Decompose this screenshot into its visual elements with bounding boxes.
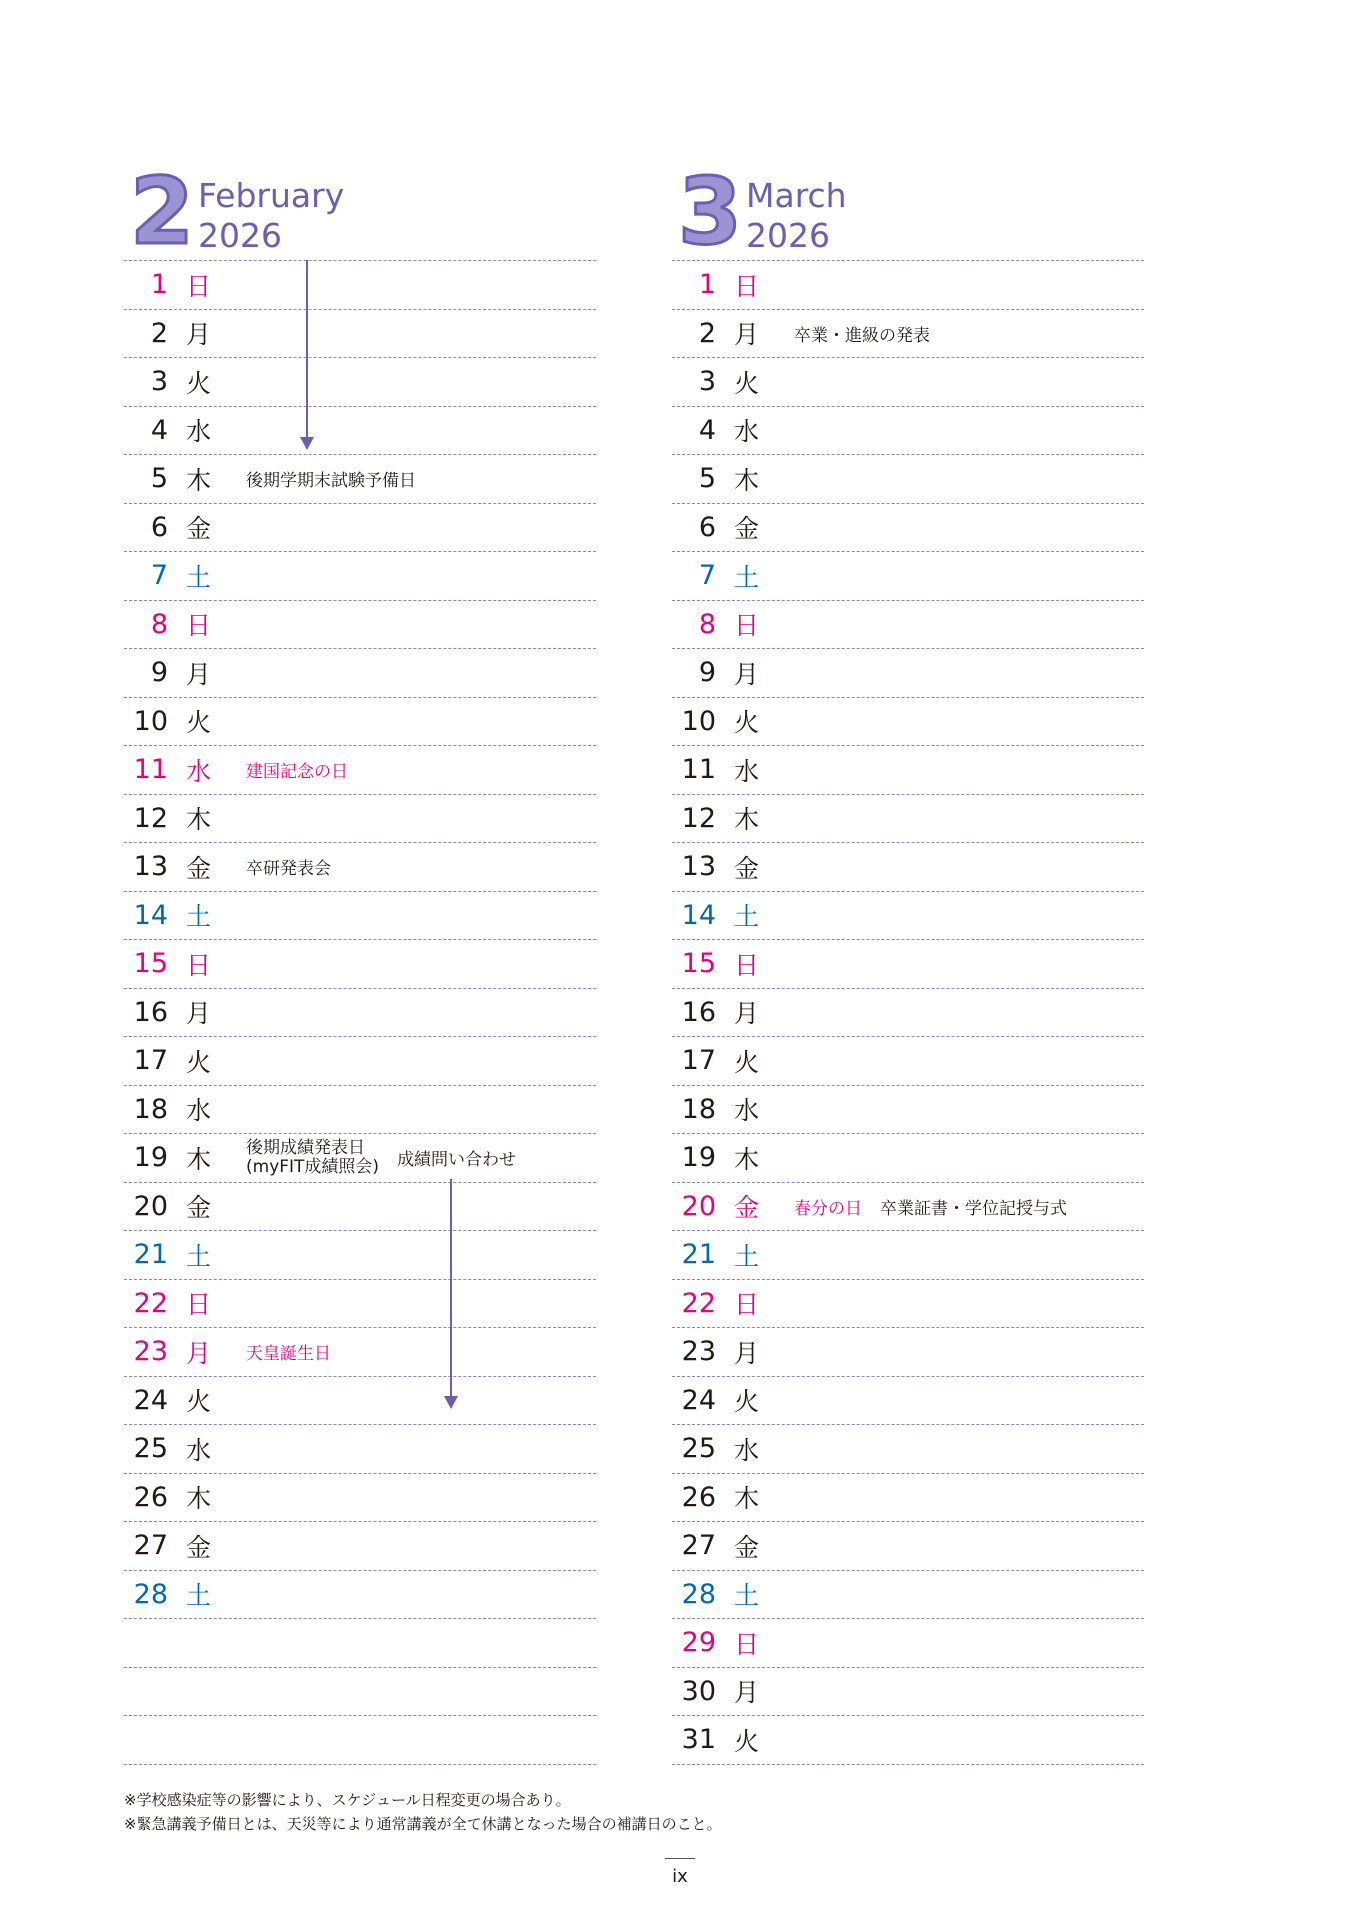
day-number: 17	[133, 1045, 168, 1077]
weekday: 土	[186, 1241, 212, 1271]
footnote: ※学校感染症等の影響により、スケジュール日程変更の場合あり。	[124, 1791, 571, 1809]
weekday: 木	[734, 465, 760, 495]
day-number: 4	[150, 414, 168, 446]
weekday: 水	[734, 417, 760, 447]
day-row	[124, 407, 596, 456]
day-row	[672, 1716, 1144, 1765]
weekday: 火	[186, 1047, 212, 1077]
calendar-march	[672, 158, 1144, 1765]
weekday: 日	[734, 271, 760, 301]
day-number: 7	[698, 560, 716, 592]
day-row	[672, 1134, 1144, 1183]
day-row	[124, 504, 596, 553]
day-row	[124, 1134, 596, 1183]
weekday: 水	[734, 756, 760, 786]
month-year: 2026	[198, 216, 282, 255]
day-row	[672, 892, 1144, 941]
day-number: 1	[698, 269, 716, 301]
weekday: 金	[734, 1532, 760, 1562]
day-row	[124, 1086, 596, 1135]
weekday: 土	[734, 1241, 760, 1271]
weekday: 金	[186, 514, 212, 544]
day-number: 21	[133, 1239, 168, 1271]
day-number: 26	[133, 1481, 168, 1513]
day-row	[124, 746, 596, 795]
weekday: 土	[186, 902, 212, 932]
event-label: 成績問い合わせ	[397, 1150, 517, 1171]
event-label: 卒研発表会	[246, 859, 331, 880]
day-row	[672, 940, 1144, 989]
day-row	[124, 310, 596, 359]
event-label: 卒業・進級の発表	[794, 325, 930, 346]
day-row	[672, 1522, 1144, 1571]
day-row	[124, 940, 596, 989]
day-number: 25	[681, 1433, 716, 1465]
day-number: 18	[681, 1093, 716, 1125]
weekday: 月	[186, 1338, 212, 1368]
day-row	[124, 1474, 596, 1523]
day-number: 10	[681, 705, 716, 737]
event-label: 春分の日	[794, 1198, 862, 1219]
day-number: 12	[681, 802, 716, 834]
month-number: 2	[130, 158, 195, 265]
weekday: 木	[186, 465, 212, 495]
day-number: 5	[150, 463, 168, 495]
weekday: 木	[186, 805, 212, 835]
day-number: 31	[681, 1724, 716, 1756]
day-row	[124, 1328, 596, 1377]
day-number: 19	[681, 1142, 716, 1174]
day-row	[672, 504, 1144, 553]
day-number: 15	[133, 948, 168, 980]
day-number: 2	[150, 317, 168, 349]
weekday: 金	[734, 853, 760, 883]
day-number: 8	[698, 608, 716, 640]
day-number: 3	[150, 366, 168, 398]
weekday: 水	[186, 756, 212, 786]
month-name: March	[746, 176, 847, 215]
day-number: 24	[133, 1384, 168, 1416]
day-number: 6	[150, 511, 168, 543]
event-label: 卒業証書・学位記授与式	[880, 1198, 1067, 1219]
weekday: 金	[734, 514, 760, 544]
day-row	[672, 1183, 1144, 1232]
month-name: February	[198, 176, 345, 215]
day-row	[672, 1086, 1144, 1135]
day-number: 11	[133, 754, 168, 786]
day-number: 28	[133, 1578, 168, 1610]
day-row	[672, 261, 1144, 310]
day-row	[672, 1425, 1144, 1474]
day-number: 5	[698, 463, 716, 495]
day-row	[124, 1280, 596, 1329]
weekday: 土	[734, 1581, 760, 1611]
day-number: 16	[133, 996, 168, 1028]
day-number: 22	[681, 1287, 716, 1319]
day-row	[124, 698, 596, 747]
month-header	[124, 158, 596, 265]
day-number: 24	[681, 1384, 716, 1416]
day-number: 29	[681, 1627, 716, 1659]
day-number: 23	[133, 1336, 168, 1368]
day-row	[672, 843, 1144, 892]
day-number: 30	[681, 1675, 716, 1707]
day-row	[672, 1231, 1144, 1280]
day-row	[672, 552, 1144, 601]
day-row	[124, 1619, 596, 1668]
day-row	[672, 1474, 1144, 1523]
weekday: 水	[734, 1435, 760, 1465]
weekday: 日	[734, 1629, 760, 1659]
day-row	[672, 407, 1144, 456]
weekday: 日	[186, 611, 212, 641]
footnote: ※緊急講義予備日とは、天災等により通常講義が全て休講となった場合の補講日のこと。	[124, 1815, 722, 1833]
weekday: 日	[186, 950, 212, 980]
weekday: 日	[186, 271, 212, 301]
weekday: 金	[186, 1532, 212, 1562]
weekday: 月	[186, 999, 212, 1029]
weekday: 火	[734, 1387, 760, 1417]
weekday: 金	[186, 1193, 212, 1223]
day-row	[124, 649, 596, 698]
day-row	[124, 795, 596, 844]
weekday: 月	[186, 320, 212, 350]
weekday: 水	[186, 417, 212, 447]
day-row	[672, 795, 1144, 844]
weekday: 火	[186, 368, 212, 398]
weekday: 土	[734, 902, 760, 932]
day-row	[672, 1280, 1144, 1329]
weekday: 日	[734, 1290, 760, 1320]
weekday: 水	[734, 1096, 760, 1126]
day-row	[672, 1377, 1144, 1426]
event-label: 後期学期末試験予備日	[246, 471, 416, 492]
day-number: 21	[681, 1239, 716, 1271]
day-row	[124, 455, 596, 504]
day-number: 8	[150, 608, 168, 640]
page-number-rule	[665, 1858, 695, 1859]
weekday: 月	[734, 320, 760, 350]
day-row	[672, 1668, 1144, 1717]
day-number: 28	[681, 1578, 716, 1610]
day-row	[124, 1522, 596, 1571]
month-year: 2026	[746, 216, 830, 255]
weekday: 日	[734, 950, 760, 980]
weekday: 火	[734, 1047, 760, 1077]
weekday: 土	[186, 1581, 212, 1611]
month-header	[672, 158, 1144, 265]
weekday: 火	[734, 1726, 760, 1756]
day-number: 12	[133, 802, 168, 834]
weekday: 水	[186, 1096, 212, 1126]
day-number: 4	[698, 414, 716, 446]
weekday: 火	[186, 1387, 212, 1417]
day-number: 22	[133, 1287, 168, 1319]
weekday: 木	[734, 805, 760, 835]
day-number: 9	[150, 657, 168, 689]
day-list	[672, 260, 1144, 1765]
weekday: 木	[186, 1144, 212, 1174]
day-number: 27	[133, 1530, 168, 1562]
day-row	[672, 1328, 1144, 1377]
day-number: 13	[133, 851, 168, 883]
day-number: 13	[681, 851, 716, 883]
day-number: 9	[698, 657, 716, 689]
weekday: 月	[734, 1338, 760, 1368]
day-row	[124, 1183, 596, 1232]
day-number: 27	[681, 1530, 716, 1562]
day-row	[124, 1377, 596, 1426]
day-row	[672, 698, 1144, 747]
weekday: 日	[186, 1290, 212, 1320]
day-number: 25	[133, 1433, 168, 1465]
day-number: 1	[150, 269, 168, 301]
day-number: 7	[150, 560, 168, 592]
weekday: 火	[734, 368, 760, 398]
weekday: 火	[186, 708, 212, 738]
weekday: 土	[734, 562, 760, 592]
weekday: 木	[186, 1484, 212, 1514]
day-number: 16	[681, 996, 716, 1028]
day-number: 10	[133, 705, 168, 737]
day-number: 3	[698, 366, 716, 398]
day-row	[672, 455, 1144, 504]
day-number: 14	[681, 899, 716, 931]
day-number: 20	[133, 1190, 168, 1222]
day-number: 6	[698, 511, 716, 543]
day-number: 2	[698, 317, 716, 349]
day-row	[672, 1571, 1144, 1620]
day-row	[124, 1571, 596, 1620]
page-number: ix	[672, 1866, 688, 1887]
day-number: 18	[133, 1093, 168, 1125]
day-row	[672, 649, 1144, 698]
day-number: 11	[681, 754, 716, 786]
day-row	[672, 1037, 1144, 1086]
weekday: 金	[734, 1193, 760, 1223]
day-row	[672, 989, 1144, 1038]
day-row	[124, 358, 596, 407]
day-row	[124, 1037, 596, 1086]
day-number: 17	[681, 1045, 716, 1077]
weekday: 月	[734, 659, 760, 689]
event-label: 建国記念の日	[246, 762, 348, 783]
event-label: 天皇誕生日	[246, 1344, 331, 1365]
calendar-february	[124, 158, 596, 1765]
day-number: 14	[133, 899, 168, 931]
exam-period-arrow	[306, 260, 308, 438]
weekday: 月	[734, 1678, 760, 1708]
weekday: 水	[186, 1435, 212, 1465]
day-row	[672, 1619, 1144, 1668]
weekday: 金	[186, 853, 212, 883]
day-number: 15	[681, 948, 716, 980]
day-row	[124, 1716, 596, 1765]
month-number: 3	[678, 158, 743, 265]
day-row	[672, 310, 1144, 359]
weekday: 土	[186, 562, 212, 592]
day-row	[124, 1425, 596, 1474]
event-label: 後期成績発表日 (myFIT成績照会)	[246, 1137, 380, 1177]
weekday: 火	[734, 708, 760, 738]
day-row	[124, 261, 596, 310]
day-list	[124, 260, 596, 1765]
day-row	[124, 989, 596, 1038]
day-row	[124, 892, 596, 941]
footnotes	[124, 1788, 722, 1836]
weekday: 月	[734, 999, 760, 1029]
day-number: 19	[133, 1142, 168, 1174]
day-number: 23	[681, 1336, 716, 1368]
grade-inquiry-arrow	[450, 1179, 452, 1397]
day-number: 26	[681, 1481, 716, 1513]
day-row	[672, 358, 1144, 407]
weekday: 日	[734, 611, 760, 641]
weekday: 木	[734, 1484, 760, 1514]
day-number: 20	[681, 1190, 716, 1222]
day-row	[124, 552, 596, 601]
day-row	[124, 843, 596, 892]
day-row	[672, 746, 1144, 795]
weekday: 木	[734, 1144, 760, 1174]
day-row	[124, 601, 596, 650]
day-row	[124, 1231, 596, 1280]
weekday: 月	[186, 659, 212, 689]
day-row	[124, 1668, 596, 1717]
day-row	[672, 601, 1144, 650]
